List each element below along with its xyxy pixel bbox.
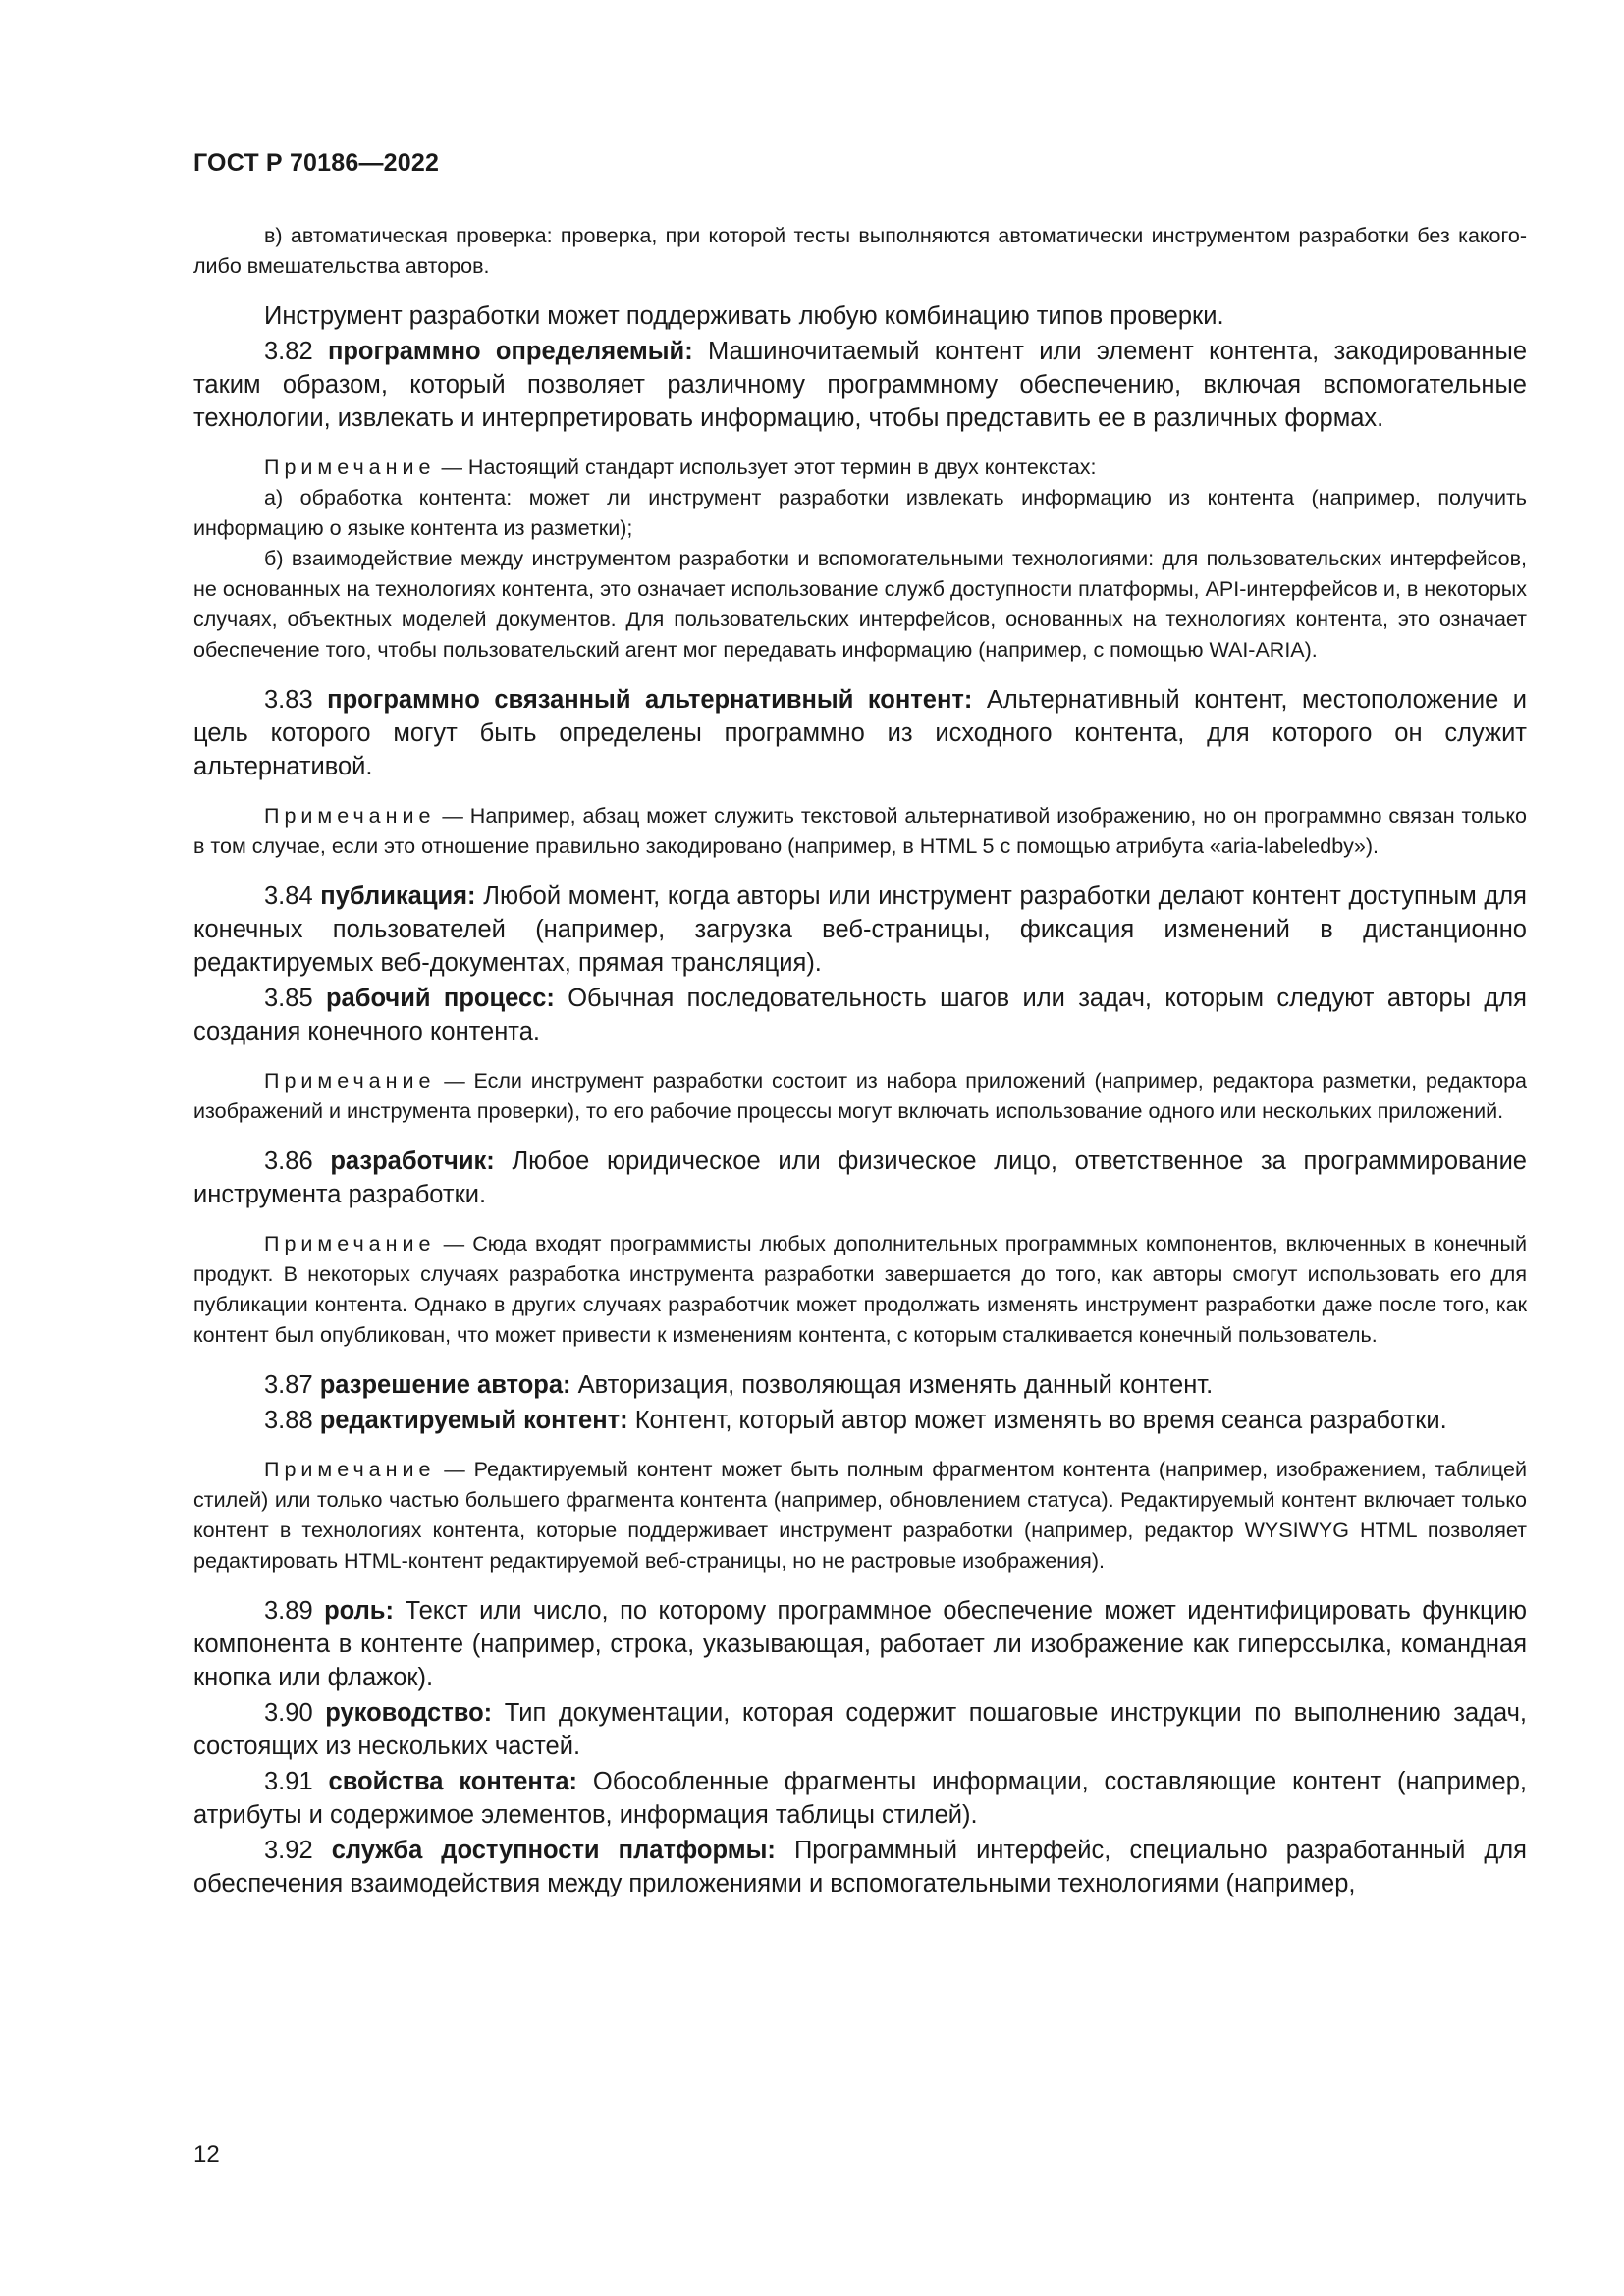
definition-text: Авторизация, позволяющая изменять данный контент. (577, 1371, 1214, 1399)
definition-text: Контент, который автор может изменять во время сеанса разработки. (634, 1407, 1447, 1434)
definition-3-88 (193, 1404, 1527, 1437)
list-item-v (193, 221, 1527, 282)
list-item-b (193, 544, 1527, 666)
definition-number: 3.88 (264, 1407, 313, 1434)
note-text: — Настоящий стандарт использует этот термин в двух контекстах: (441, 455, 1097, 479)
definition-term: рабочий процесс: (325, 985, 555, 1012)
definition-text: Текст или число, по которому программное обеспечение может идентифицировать функцию компонента в контенте (например, строка, указывающая, работает ли изображение как гиперссылка, командная кнопка или флажок). (193, 1597, 1527, 1691)
definition-term: редактируемый контент: (319, 1407, 628, 1434)
definition-number: 3.91 (264, 1768, 313, 1795)
definition-number: 3.92 (264, 1837, 313, 1864)
definition-text: Любой момент, когда авторы или инструмент разработки делают контент доступным для конечных пользователей (например, загрузка веб-страницы, фиксация изменений в дистанционно редактируемых веб-документах, прямая трансляция). (193, 882, 1527, 977)
definition-term: разработчик: (330, 1148, 495, 1175)
definition-number: 3.89 (264, 1597, 313, 1625)
note-label: Примечание (264, 1232, 436, 1255)
definition-text: Тип документации, которая содержит пошаговые инструкции по выполнению задач, состоящих из нескольких частей. (193, 1699, 1528, 1760)
definition-3-92 (193, 1834, 1527, 1900)
note-text: — Редактируемый контент может быть полным фрагментом контента (например, изображением, таблицей стилей) или только частью большего фрагмента контента (например, обновлением статуса). Редактируемый контент включает только контент в технологиях контента, которые поддерживает инструмент разработки (например, редактор WYSIWYG HTML позволяет редактировать HTML-контент редактируемой веб-страницы, но не растровые изображения). (193, 1458, 1527, 1573)
definition-term: роль: (324, 1597, 394, 1625)
definition-3-86 (193, 1145, 1527, 1211)
definition-number: 3.87 (264, 1371, 313, 1399)
definition-text: Альтернативный контент, местоположение и цель которого могут быть определены программно из исходного контента, для которого он служит альтернативой. (193, 686, 1528, 780)
definition-number: 3.90 (264, 1699, 313, 1727)
note-3-82 (193, 453, 1527, 483)
note-text: — Сюда входят программисты любых дополнительных программных компонентов, включенных в конечный продукт. В некоторых случаях разработка инструмента разработки завершается до того, как авторы смогут использовать его для публикации контента. Однако в других случаях разработчик может продолжать изменять инструмент разработки даже после того, как контент был опубликован, что может привести к изменениям контента, с которым сталкивается конечный пользователь. (193, 1232, 1527, 1347)
list-item-text: б) взаимодействие между инструментом разработки и вспомогательными технологиями: для пользовательских интерфейсов, не основанных на технологиях контента, это означает использование служб доступности платформы, API-интерфейсов и, в некоторых случаях, объектных моделей документов. Для пользовательских интерфейсов, основанных на технологиях контента, это означает обеспечение того, чтобы пользовательский агент мог передавать информацию (например, с помощью WAI-ARIA). (193, 547, 1527, 662)
note-label: Примечание (264, 804, 436, 828)
definition-3-83 (193, 683, 1527, 783)
definition-number: 3.85 (264, 985, 313, 1012)
note-3-85 (193, 1066, 1527, 1127)
definition-number: 3.84 (264, 882, 313, 910)
definition-term: руководство: (325, 1699, 493, 1727)
definition-3-91 (193, 1765, 1527, 1832)
document-code-header: ГОСТ Р 70186—2022 (193, 149, 440, 177)
definition-term: публикация: (320, 882, 476, 910)
definition-term: программно связанный альтернативный контент: (327, 686, 973, 714)
definition-number: 3.83 (264, 686, 313, 714)
paragraph-verification-types (193, 299, 1527, 333)
definition-number: 3.82 (264, 338, 313, 365)
definition-text: Машиночитаемый контент или элемент контента, закодированные таким образом, который позволяет различному программному обеспечению, включая вспомогательные технологии, извлекать и интерпретировать информацию, чтобы представить ее в различных формах. (193, 338, 1528, 432)
document-body (193, 221, 1527, 1900)
note-text: — Если инструмент разработки состоит из набора приложений (например, редактора разметки, редактора изображений и инструмента проверки), то его рабочие процессы могут включать использование одного или нескольких приложений. (193, 1069, 1527, 1123)
list-item-text: в) автоматическая проверка: проверка, при которой тесты выполняются автоматически инструментом разработки без какого-либо вмешательства авторов. (193, 224, 1527, 278)
definition-3-82 (193, 335, 1527, 435)
definition-text: Программный интерфейс, специально разработанный для обеспечения взаимодействия между приложениями и вспомогательными технологиями (например, (193, 1837, 1527, 1897)
list-item-text: а) обработка контента: может ли инструмент разработки извлекать информацию из контента (например, получить информацию о языке контента из разметки); (193, 486, 1527, 540)
note-3-88 (193, 1455, 1527, 1576)
definition-3-90 (193, 1696, 1527, 1763)
note-label: Примечание (264, 455, 436, 479)
note-label: Примечание (264, 1069, 436, 1093)
definition-text: Любое юридическое или физическое лицо, ответственное за программирование инструмента разработки. (193, 1148, 1527, 1208)
page-number: 12 (193, 2141, 220, 2167)
list-item-a (193, 483, 1527, 544)
note-3-83 (193, 801, 1527, 862)
definition-term: служба доступности платформы: (331, 1837, 776, 1864)
definition-term: свойства контента: (328, 1768, 577, 1795)
definition-3-87 (193, 1368, 1527, 1402)
definition-3-89 (193, 1594, 1527, 1694)
definition-text: Обособленные фрагменты информации, составляющие контент (например, атрибуты и содержимое элементов, информация таблицы стилей). (193, 1768, 1527, 1829)
definition-3-85 (193, 982, 1527, 1048)
note-text: — Например, абзац может служить текстовой альтернативой изображению, но он программно связан только в том случае, если это отношение правильно закодировано (например, в HTML 5 с помощью атрибута «aria-labeledby»). (193, 804, 1527, 858)
note-3-86 (193, 1229, 1527, 1351)
definition-term: программно определяемый: (327, 338, 693, 365)
note-label: Примечание (264, 1458, 436, 1481)
definition-text: Обычная последовательность шагов или задач, которым следуют авторы для создания конечного контента. (193, 985, 1527, 1045)
definition-3-84 (193, 880, 1527, 980)
paragraph-text: Инструмент разработки может поддерживать любую комбинацию типов проверки. (264, 302, 1224, 330)
definition-number: 3.86 (264, 1148, 313, 1175)
definition-term: разрешение автора: (319, 1371, 571, 1399)
